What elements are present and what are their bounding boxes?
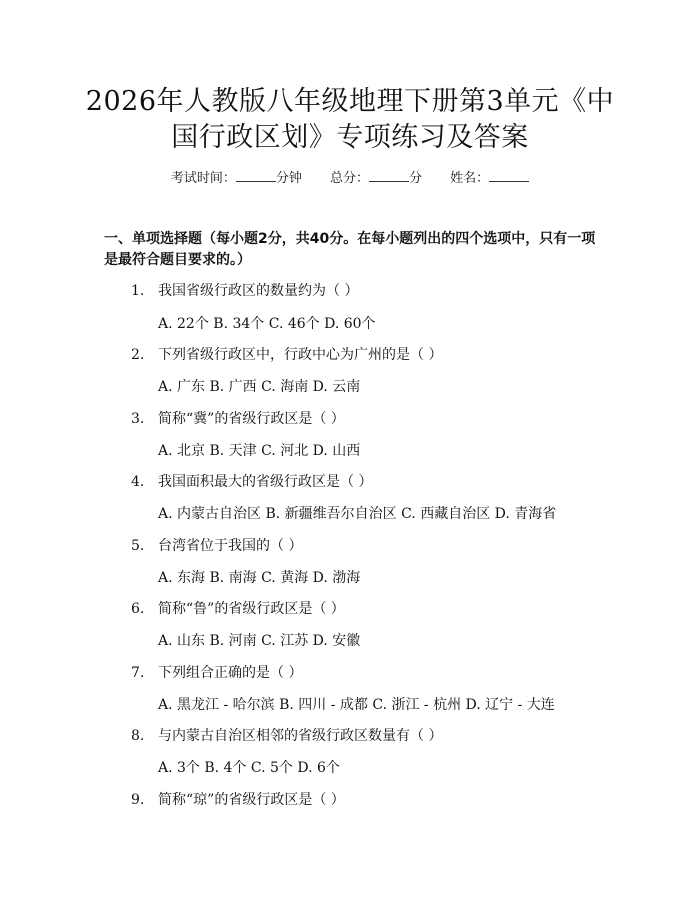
question-5 bbox=[131, 536, 302, 556]
question-3-options: A. 北京 B. 天津 C. 河北 D. 山西 bbox=[158, 443, 361, 459]
question-number: 6. bbox=[131, 601, 145, 617]
question-8-options: A. 3个 B. 4个 C. 5个 D. 6个 bbox=[158, 760, 340, 776]
question-text: 下列组合正确的是（ ） bbox=[158, 665, 303, 681]
name-label: 姓名： bbox=[450, 171, 490, 186]
question-text: 我国省级行政区的数量约为（ ） bbox=[158, 283, 359, 299]
question-text: 我国面积最大的省级行政区是（ ） bbox=[158, 474, 373, 490]
question-7 bbox=[131, 663, 302, 683]
question-1-options: A. 22个 B. 34个 C. 46个 D. 60个 bbox=[158, 316, 376, 332]
question-text: 下列省级行政区中，行政中心为广州的是（ ） bbox=[158, 347, 443, 363]
question-number: 5. bbox=[131, 538, 145, 554]
question-7-options: A. 黑龙江 - 哈尔滨 B. 四川 - 成都 C. 浙江 - 杭州 D. 辽宁 - 大连 bbox=[158, 697, 555, 713]
name-blank bbox=[489, 168, 529, 182]
question-2-options: A. 广东 B. 广西 C. 海南 D. 云南 bbox=[158, 379, 361, 395]
question-8 bbox=[131, 726, 442, 746]
name-field bbox=[450, 171, 529, 186]
question-text: 与内蒙古自治区相邻的省级行政区数量有（ ） bbox=[158, 728, 443, 744]
question-9 bbox=[131, 790, 345, 810]
question-number: 1. bbox=[131, 283, 145, 299]
question-3 bbox=[131, 409, 345, 429]
question-2 bbox=[131, 345, 442, 365]
question-5-options: A. 东海 B. 南海 C. 黄海 D. 渤海 bbox=[158, 570, 361, 586]
exam-time-blank bbox=[236, 168, 276, 182]
question-4 bbox=[131, 472, 372, 492]
total-score-field bbox=[330, 171, 426, 186]
section-heading-line-2: 是最符合题目要求的。） bbox=[104, 252, 251, 268]
question-number: 4. bbox=[131, 474, 145, 490]
question-number: 7. bbox=[131, 665, 145, 681]
exam-time-unit: 分钟 bbox=[275, 171, 302, 186]
question-number: 9. bbox=[131, 792, 145, 808]
exam-title-line-2: 国行政区划》专项练习及答案 bbox=[171, 122, 529, 153]
question-text: 简称“琼”的省级行政区是（ ） bbox=[158, 792, 345, 808]
section-heading-line-1: 一、单项选择题（每小题2分，共40分。在每小题列出的四个选项中，只有一项 bbox=[104, 231, 596, 247]
exam-title-line-1: 2026年人教版八年级地理下册第3单元《中 bbox=[85, 86, 615, 117]
exam-time-field bbox=[171, 171, 306, 186]
total-score-blank bbox=[369, 168, 409, 182]
exam-meta bbox=[0, 168, 700, 189]
exam-time-label: 考试时间： bbox=[170, 171, 236, 186]
question-4-options: A. 内蒙古自治区 B. 新疆维吾尔自治区 C. 西藏自治区 D. 青海省 bbox=[158, 506, 557, 522]
total-score-unit: 分 bbox=[409, 171, 423, 186]
question-number: 2. bbox=[131, 347, 145, 363]
question-6 bbox=[131, 599, 345, 619]
total-score-label: 总分： bbox=[329, 171, 369, 186]
question-text: 简称“冀”的省级行政区是（ ） bbox=[158, 411, 345, 427]
question-number: 3. bbox=[131, 411, 145, 427]
question-1 bbox=[131, 281, 358, 301]
question-text: 台湾省位于我国的（ ） bbox=[158, 538, 303, 554]
question-6-options: A. 山东 B. 河南 C. 江苏 D. 安徽 bbox=[158, 633, 361, 649]
question-text: 简称“鲁”的省级行政区是（ ） bbox=[158, 601, 345, 617]
question-number: 8. bbox=[131, 728, 145, 744]
